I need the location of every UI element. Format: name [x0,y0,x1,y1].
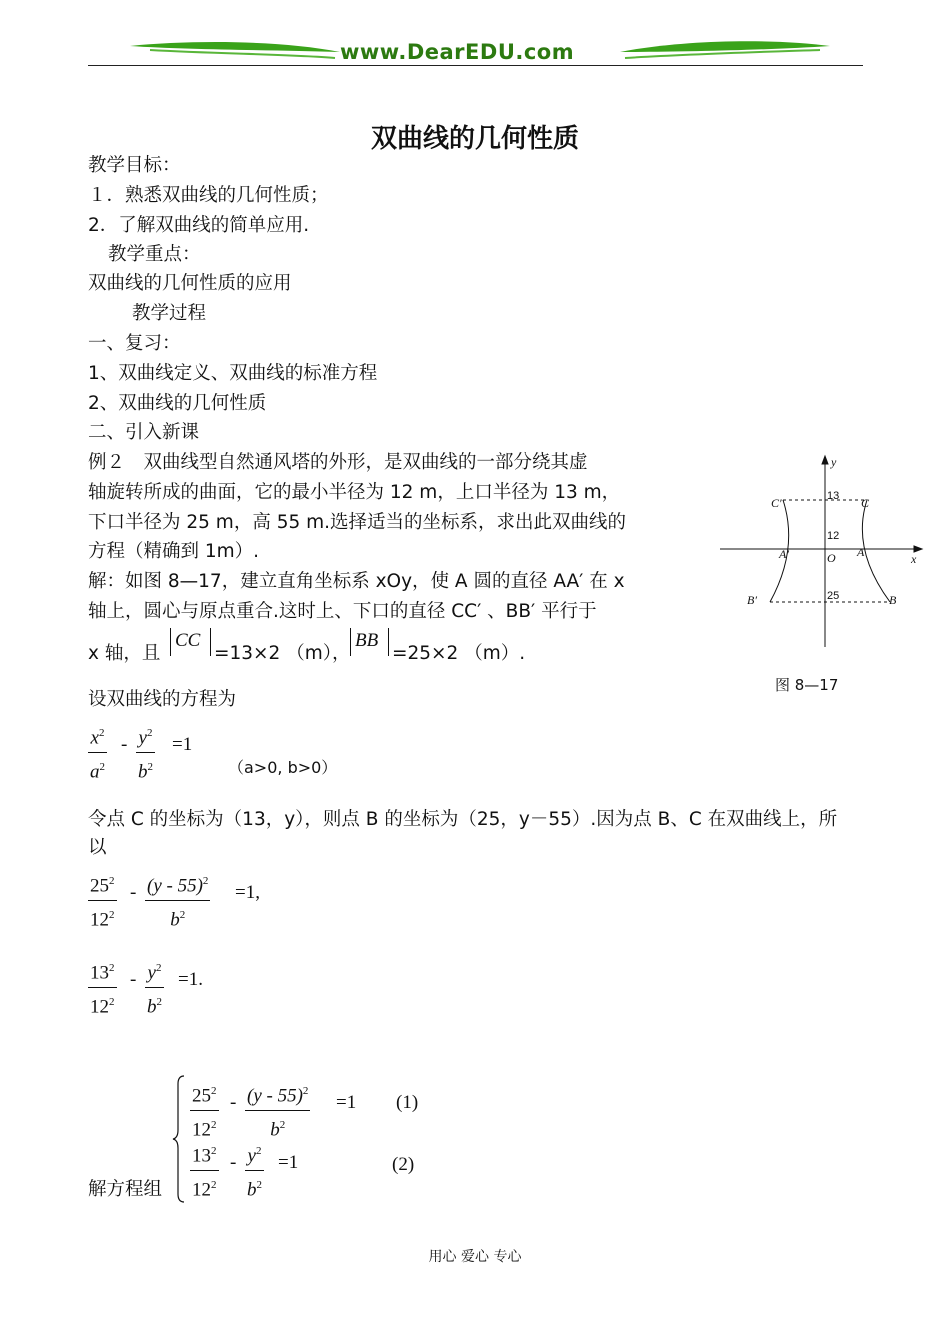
text-line: 解方程组 [88,1179,163,1200]
value-label: 13 [827,490,840,502]
math-op: - [121,734,128,755]
text-line: 教学目标： [88,155,181,176]
point-label: C [861,496,870,510]
page-title: 双曲线的几何性质 [370,124,579,154]
abs-bar [350,628,351,656]
math-op: =1 [172,734,193,755]
footer-text: 用心 爱心 专心 [428,1249,522,1265]
point-label: B′ [747,593,757,607]
solution-text: x 轴，且 [88,643,161,664]
figure-caption: 图 8—17 [775,676,839,694]
condition-text: （a>0, b>0） [228,758,338,777]
fraction: $13^2$ $12^2$ [90,962,115,1018]
point-label: C′ [771,496,782,510]
point-label: A′ [779,547,789,561]
fraction: $x^2$ $a^2$ [90,727,105,783]
fraction: (y - 55)$^2$ $b^2$ [147,875,209,931]
text-line: 2、双曲线的几何性质 [88,393,267,414]
value-label: 25 [827,590,840,602]
abs-bar [170,628,171,656]
text-line: 教学过程 [132,303,207,324]
math-var: y [138,727,147,749]
equation-label: (2) [392,1154,415,1175]
example-text: 方程（精确到 1m）. [88,541,260,562]
brace-icon [172,1074,188,1204]
math-var: a [90,761,100,783]
text-line: 1、双曲线定义、双曲线的标准方程 [88,363,378,384]
text-line: 以 [88,837,107,858]
header-divider [88,65,863,66]
math-op: - [130,882,137,903]
fraction: $y^2$ $b^2$ [247,1145,262,1201]
fraction: $25^2$ $12^2$ [192,1085,217,1141]
abs-bar [388,628,389,656]
fraction: $y^2$ $b^2$ [138,727,153,783]
abs-bar [210,628,211,656]
text-line: 教学重点： [108,244,201,265]
example-text: 下口半径为 25 m，高 55 m.选择适当的坐标系，求出此双曲线的 [88,512,627,533]
math-op: =1. [178,969,203,990]
fraction: (y - 55)$^2$ $b^2$ [247,1085,309,1141]
equation-label: (1) [396,1092,419,1113]
point-label: O [827,551,836,565]
solution-text: =25×2 （m）. [392,643,526,664]
point-label: A [857,545,865,559]
math-var: b [138,761,148,783]
math-op: - [130,969,137,990]
logo-text: www.DearEDU.com [340,40,575,64]
text-line: 双曲线的几何性质的应用 [88,273,292,294]
solution-text: =13×2 （m）， [214,643,351,664]
math-op: =1 [278,1152,299,1173]
math-cc: CC [175,630,201,651]
value-label: 12 [827,530,840,542]
math-op: =1 [336,1092,357,1113]
text-line: １．熟悉双曲线的几何性质； [88,185,329,206]
axis-label-x: x [911,552,917,566]
math-op: =1, [235,882,260,903]
solution-text: 轴上，圆心与原点重合.这时上、下口的直径 CC′ 、BB′ 平行于 [88,601,597,622]
text-line: 2．了解双曲线的简单应用. [88,215,310,236]
math-var: x [90,727,99,749]
math-op: - [230,1092,237,1113]
example-text: 例２ 双曲线型自然通风塔的外形，是双曲线的一部分绕其虚 [88,452,588,473]
fraction: $25^2$ $12^2$ [90,875,115,931]
solution-text: 解：如图 8—17，建立直角坐标系 xOy，使 A 圆的直径 AA′ 在 x [88,571,625,592]
text-line: 二、引入新课 [88,422,200,443]
text-line: 令点 C 的坐标为（13，y），则点 B 的坐标为（25，y－55）.因为点 B、C 在双曲线上，所 [88,809,838,830]
math-bb: BB [355,630,379,651]
fraction: $13^2$ $12^2$ [192,1145,217,1201]
point-label: B [889,593,897,607]
text-line: 设双曲线的方程为 [88,689,237,710]
math-op: - [230,1152,237,1173]
text-line: 一、复习： [88,333,181,354]
example-text: 轴旋转所成的曲面，它的最小半径为 12 m，上口半径为 13 m， [88,482,621,503]
axis-label-y: y [831,455,837,469]
hyperbola-diagram [715,452,930,702]
fraction: $y^2$ $b^2$ [147,962,162,1018]
